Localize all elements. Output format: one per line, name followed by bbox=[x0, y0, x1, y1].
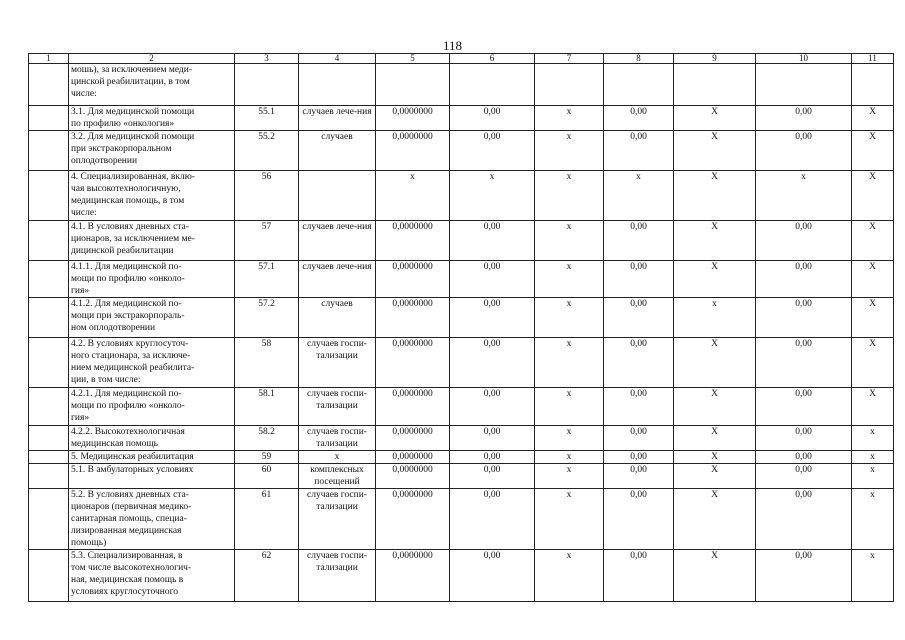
row-name-line: помощь) bbox=[71, 538, 107, 548]
row-name bbox=[69, 426, 235, 451]
value-c7: х bbox=[535, 298, 604, 338]
value-c10: х bbox=[756, 171, 852, 221]
row-unit: случаев лече-ния bbox=[299, 106, 376, 131]
table-row bbox=[29, 106, 894, 131]
value-c11: х bbox=[852, 426, 894, 451]
value-c11: х bbox=[852, 451, 894, 464]
value-c11: х bbox=[852, 489, 894, 550]
value-c10: 0,00 bbox=[756, 338, 852, 388]
row-name-line: 4.2.1. Для медицинской по- bbox=[71, 389, 182, 399]
row-code: 57 bbox=[235, 221, 299, 261]
row-name-line: нием медицинской реабилита- bbox=[71, 363, 195, 373]
page-number: 118 bbox=[442, 38, 463, 53]
table-row bbox=[29, 171, 894, 221]
value-c6: 0,00 bbox=[450, 388, 535, 426]
row-name bbox=[69, 338, 235, 388]
value-c6: 0,00 bbox=[450, 426, 535, 451]
table-row bbox=[29, 64, 894, 106]
value-c9: Х bbox=[674, 451, 756, 464]
row-code: 55.2 bbox=[235, 131, 299, 171]
value-c9: х bbox=[674, 298, 756, 338]
row-name-line: условиях круглосуточного bbox=[71, 587, 179, 597]
row-section-cell bbox=[29, 131, 69, 171]
value-c8: 0,00 bbox=[604, 338, 674, 388]
row-name-line: 4. Специализированная, вклю- bbox=[71, 172, 195, 182]
row-name-line: чая высокотехнологичную, bbox=[71, 184, 181, 194]
value-c5: 0,0000000 bbox=[376, 221, 450, 261]
value-c11: х bbox=[852, 550, 894, 602]
value-c6: 0,00 bbox=[450, 489, 535, 550]
value-c9: Х bbox=[674, 106, 756, 131]
value-c5: 0,0000000 bbox=[376, 388, 450, 426]
value-c11 bbox=[852, 64, 894, 106]
value-c11: Х bbox=[852, 338, 894, 388]
row-name-line: ном оплодотворении bbox=[71, 323, 156, 333]
value-c8: 0,00 bbox=[604, 106, 674, 131]
row-name-line: ционаров, за исключением ме- bbox=[71, 234, 195, 244]
table-row bbox=[29, 388, 894, 426]
value-c8: х bbox=[604, 171, 674, 221]
row-name-line: гия» bbox=[71, 413, 90, 423]
value-c5: 0,0000000 bbox=[376, 451, 450, 464]
column-number-row bbox=[29, 54, 894, 64]
column-number: 6 bbox=[450, 54, 535, 64]
value-c8: 0,00 bbox=[604, 131, 674, 171]
row-unit: случаев лече-ния bbox=[299, 221, 376, 261]
value-c8: 0,00 bbox=[604, 388, 674, 426]
value-c10: 0,00 bbox=[756, 261, 852, 298]
value-c6: 0,00 bbox=[450, 221, 535, 261]
value-c10: 0,00 bbox=[756, 298, 852, 338]
column-number: 4 bbox=[299, 54, 376, 64]
row-name-line: мощи по профилю «онколо- bbox=[71, 401, 185, 411]
row-name-line: числе: bbox=[71, 89, 97, 99]
row-code: 60 bbox=[235, 464, 299, 489]
value-c10: 0,00 bbox=[756, 426, 852, 451]
row-code: 61 bbox=[235, 489, 299, 550]
row-unit: случаев bbox=[299, 131, 376, 171]
value-c7: х bbox=[535, 171, 604, 221]
row-name-line: 3.2. Для медицинской помощи bbox=[71, 132, 195, 142]
row-section-cell bbox=[29, 221, 69, 261]
column-number: 5 bbox=[376, 54, 450, 64]
value-c11: Х bbox=[852, 298, 894, 338]
row-name-line: 3.1. Для медицинской помощи bbox=[71, 107, 195, 117]
row-section-cell bbox=[29, 106, 69, 131]
value-c7: х bbox=[535, 489, 604, 550]
value-c9: Х bbox=[674, 261, 756, 298]
row-name-line: медицинская помощь, в том bbox=[71, 196, 185, 206]
row-unit: случаев госпи-тализации bbox=[299, 426, 376, 451]
value-c7: х bbox=[535, 388, 604, 426]
row-name-line: мощи по профилю «онколо- bbox=[71, 274, 185, 284]
value-c6: х bbox=[450, 171, 535, 221]
column-number: 11 bbox=[852, 54, 894, 64]
value-c9: Х bbox=[674, 221, 756, 261]
column-number: 2 bbox=[69, 54, 235, 64]
value-c9: Х bbox=[674, 464, 756, 489]
row-code: 56 bbox=[235, 171, 299, 221]
row-name-line: 4.1. В условиях дневных ста- bbox=[71, 222, 189, 232]
column-number: 9 bbox=[674, 54, 756, 64]
column-number: 10 bbox=[756, 54, 852, 64]
value-c5: 0,0000000 bbox=[376, 489, 450, 550]
row-section-cell bbox=[29, 489, 69, 550]
row-section-cell bbox=[29, 451, 69, 464]
row-name-line: 4.2.2. Высокотехнологичная bbox=[71, 427, 185, 437]
row-section-cell bbox=[29, 171, 69, 221]
value-c10: 0,00 bbox=[756, 550, 852, 602]
row-section-cell bbox=[29, 261, 69, 298]
value-c5: 0,0000000 bbox=[376, 106, 450, 131]
row-name-line: 5.3. Специализированная, в bbox=[71, 551, 183, 561]
value-c11: Х bbox=[852, 388, 894, 426]
value-c5: 0,0000000 bbox=[376, 550, 450, 602]
row-name-line: 4.2. В условиях круглосуточ- bbox=[71, 339, 189, 349]
row-name-line: по профилю «онкология» bbox=[71, 119, 175, 129]
value-c5: 0,0000000 bbox=[376, 131, 450, 171]
row-name-line: дицинской реабилитации bbox=[71, 246, 174, 256]
value-c7: х bbox=[535, 131, 604, 171]
value-c6: 0,00 bbox=[450, 106, 535, 131]
value-c7: х bbox=[535, 338, 604, 388]
row-name-line: при экстракорпоральном bbox=[71, 144, 172, 154]
row-name-line: мощи при экстракорпораль- bbox=[71, 311, 185, 321]
row-name-line: 5.1. В амбулаторных условиях bbox=[71, 465, 194, 475]
table-row bbox=[29, 298, 894, 338]
row-code: 59 bbox=[235, 451, 299, 464]
value-c5: 0,0000000 bbox=[376, 261, 450, 298]
row-name bbox=[69, 64, 235, 106]
value-c5: 0,0000000 bbox=[376, 426, 450, 451]
value-c10: 0,00 bbox=[756, 489, 852, 550]
row-section-cell bbox=[29, 298, 69, 338]
value-c8 bbox=[604, 64, 674, 106]
row-name bbox=[69, 388, 235, 426]
table-row bbox=[29, 261, 894, 298]
value-c8: 0,00 bbox=[604, 261, 674, 298]
row-name-line: оплодотворении bbox=[71, 156, 138, 166]
value-c8: 0,00 bbox=[604, 298, 674, 338]
value-c9: Х bbox=[674, 388, 756, 426]
row-code: 62 bbox=[235, 550, 299, 602]
row-name bbox=[69, 464, 235, 489]
value-c11: х bbox=[852, 464, 894, 489]
table-row bbox=[29, 489, 894, 550]
value-c10: 0,00 bbox=[756, 388, 852, 426]
value-c6: 0,00 bbox=[450, 550, 535, 602]
value-c10 bbox=[756, 64, 852, 106]
value-c6: 0,00 bbox=[450, 338, 535, 388]
row-name-line: ции, в том числе: bbox=[71, 375, 141, 385]
value-c9: Х bbox=[674, 489, 756, 550]
row-unit: х bbox=[299, 451, 376, 464]
row-name bbox=[69, 131, 235, 171]
table-row bbox=[29, 338, 894, 388]
column-number: 3 bbox=[235, 54, 299, 64]
row-name-line: том числе высокотехнологич- bbox=[71, 563, 192, 573]
table-row bbox=[29, 550, 894, 602]
row-unit: случаев госпи-тализации bbox=[299, 489, 376, 550]
data-table bbox=[28, 53, 894, 602]
value-c7: х bbox=[535, 550, 604, 602]
row-name-line: гия» bbox=[71, 286, 90, 296]
row-section-cell bbox=[29, 426, 69, 451]
value-c7: х bbox=[535, 221, 604, 261]
row-name-line: числе: bbox=[71, 208, 97, 218]
value-c6: 0,00 bbox=[450, 131, 535, 171]
row-section-cell bbox=[29, 550, 69, 602]
value-c9: Х bbox=[674, 550, 756, 602]
row-code: 58.1 bbox=[235, 388, 299, 426]
value-c6: 0,00 bbox=[450, 298, 535, 338]
table-row bbox=[29, 451, 894, 464]
value-c5 bbox=[376, 64, 450, 106]
row-name bbox=[69, 550, 235, 602]
value-c7: х bbox=[535, 426, 604, 451]
value-c11: Х bbox=[852, 221, 894, 261]
row-code: 58 bbox=[235, 338, 299, 388]
value-c5: х bbox=[376, 171, 450, 221]
value-c5: 0,0000000 bbox=[376, 298, 450, 338]
value-c11: Х bbox=[852, 131, 894, 171]
row-code: 57.2 bbox=[235, 298, 299, 338]
row-name-line: лизированная медицинская bbox=[71, 526, 182, 536]
row-name-line: ная, медицинская помощь в bbox=[71, 575, 184, 585]
value-c7 bbox=[535, 64, 604, 106]
row-name bbox=[69, 171, 235, 221]
row-code bbox=[235, 64, 299, 106]
value-c9: Х bbox=[674, 171, 756, 221]
row-name-line: санитарная помощь, специа- bbox=[71, 514, 187, 524]
value-c7: х bbox=[535, 464, 604, 489]
value-c11: Х bbox=[852, 106, 894, 131]
value-c5: 0,0000000 bbox=[376, 338, 450, 388]
column-number: 1 bbox=[29, 54, 69, 64]
table-row bbox=[29, 221, 894, 261]
value-c10: 0,00 bbox=[756, 451, 852, 464]
row-name-line: 4.1.1. Для медицинской по- bbox=[71, 262, 182, 272]
table-row bbox=[29, 131, 894, 171]
row-name bbox=[69, 221, 235, 261]
table-row bbox=[29, 464, 894, 489]
row-name-line: ционаров (первичная медико- bbox=[71, 502, 192, 512]
row-name-line: ного стационара, за исключе- bbox=[71, 351, 191, 361]
row-name bbox=[69, 451, 235, 464]
value-c9: Х bbox=[674, 426, 756, 451]
row-unit: случаев госпи-тализации bbox=[299, 550, 376, 602]
row-name-line: 5.2. В условиях дневных ста- bbox=[71, 490, 189, 500]
row-name-line: цинской реабилитации, в том bbox=[71, 77, 190, 87]
value-c8: 0,00 bbox=[604, 426, 674, 451]
value-c8: 0,00 bbox=[604, 451, 674, 464]
row-section-cell bbox=[29, 64, 69, 106]
value-c11: Х bbox=[852, 261, 894, 298]
row-name bbox=[69, 106, 235, 131]
value-c5: 0,0000000 bbox=[376, 464, 450, 489]
row-unit bbox=[299, 171, 376, 221]
row-unit: случаев bbox=[299, 298, 376, 338]
value-c7: х bbox=[535, 451, 604, 464]
value-c8: 0,00 bbox=[604, 221, 674, 261]
row-name-line: мошь), за исключением меди- bbox=[71, 65, 193, 75]
value-c6: 0,00 bbox=[450, 464, 535, 489]
row-name bbox=[69, 298, 235, 338]
row-name bbox=[69, 489, 235, 550]
row-name bbox=[69, 261, 235, 298]
row-unit: случаев госпи-тализации bbox=[299, 388, 376, 426]
table-row bbox=[29, 426, 894, 451]
value-c9: Х bbox=[674, 131, 756, 171]
value-c6 bbox=[450, 64, 535, 106]
row-unit: случаев лече-ния bbox=[299, 261, 376, 298]
row-section-cell bbox=[29, 338, 69, 388]
value-c9: Х bbox=[674, 338, 756, 388]
row-unit: комплексных посещений bbox=[299, 464, 376, 489]
value-c9 bbox=[674, 64, 756, 106]
value-c7: х bbox=[535, 106, 604, 131]
row-section-cell bbox=[29, 464, 69, 489]
value-c8: 0,00 bbox=[604, 550, 674, 602]
row-name-line: медицинская помощь bbox=[71, 439, 158, 449]
value-c6: 0,00 bbox=[450, 451, 535, 464]
value-c7: х bbox=[535, 261, 604, 298]
value-c10: 0,00 bbox=[756, 131, 852, 171]
value-c10: 0,00 bbox=[756, 106, 852, 131]
row-name-line: 5. Медицинская реабилитация bbox=[71, 452, 194, 462]
value-c10: 0,00 bbox=[756, 464, 852, 489]
row-unit: случаев госпи-тализации bbox=[299, 338, 376, 388]
row-code: 55.1 bbox=[235, 106, 299, 131]
row-section-cell bbox=[29, 388, 69, 426]
column-number: 8 bbox=[604, 54, 674, 64]
value-c6: 0,00 bbox=[450, 261, 535, 298]
value-c8: 0,00 bbox=[604, 489, 674, 550]
row-code: 57.1 bbox=[235, 261, 299, 298]
value-c10: 0,00 bbox=[756, 221, 852, 261]
row-name-line: 4.1.2. Для медицинской по- bbox=[71, 299, 182, 309]
column-number: 7 bbox=[535, 54, 604, 64]
value-c8: 0,00 bbox=[604, 464, 674, 489]
row-code: 58.2 bbox=[235, 426, 299, 451]
row-unit bbox=[299, 64, 376, 106]
value-c11: Х bbox=[852, 171, 894, 221]
